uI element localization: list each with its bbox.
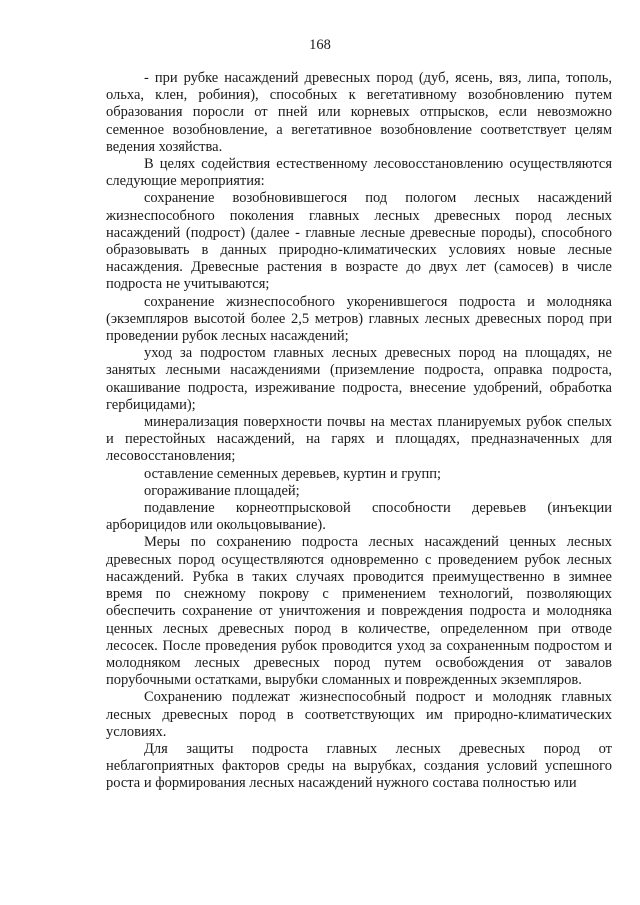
paragraph-soil-mineralization: минерализация поверхности почвы на местах планируемых рубок спелых и перестойных насаждений, на гарях и площадях, предназначенных для лесовосстановления;	[106, 414, 612, 465]
paragraph-fencing: огораживание площадей;	[144, 482, 300, 499]
paragraph-valuable-species: Меры по сохранению подроста лесных насаждений ценных лесных древесных пород осуществляются одновременно с проведением рубок лесных насаждений. Рубка в таких случаях проводится преимущественно в зимнее время по снежному покрову с применением технологий, позволяющих обеспечить сохранение от уничтожения и повреждения подроста и молодняка ценных лесных древесных пород в количестве, определенном при отводе лесосек. После проведения рубок проводится уход за сохраненным подростом и молодняком лесных древесных пород путем освобождения от завалов порубочными остатками, вырубки сломанных и поврежденных экземпляров.	[106, 534, 612, 689]
paragraph-measures-intro: В целях содействия естественному лесовосстановлению осуществляются следующие мероприятия:	[106, 156, 612, 190]
paragraph-preserve-undergrowth: сохранение возобновившегося под пологом лесных насаждений жизнеспособного поколения главных лесных древесных пород лесных насаждений (подрост) (далее - главные лесные древесные породы), способного образовывать в данных природно-климатических условиях новые лесные насаждения. Древесные растения в возрасте до двух лет (самосев) в числе подроста не учитываются;	[106, 190, 612, 293]
paragraph-undergrowth-care: уход за подростом главных лесных древесных пород на площадях, не занятых лесными насаждениями (приземление подроста, оправка подроста, окашивание подроста, изреживание подроста, внесение удобрений, обработка гербицидами);	[106, 345, 612, 413]
page-number: 168	[309, 37, 331, 53]
paragraph-preservation-subject: Сохранению подлежат жизнеспособный подрост и молодняк главных лесных древесных пород в соответствующих им природно-климатических условиях.	[106, 689, 612, 740]
paragraph-seed-trees: оставление семенных деревьев, куртин и групп;	[144, 465, 442, 482]
paragraph-fellings-vegetative: - при рубке насаждений древесных пород (дуб, ясень, вяз, липа, тополь, ольха, клен, робиния), способных к вегетативному возобновлению путем образования поросли от пней или корневых отпрысков, если невозможно семенное возобновление, а вегетативное возобновление соответствует целям ведения хозяйства.	[106, 70, 612, 155]
paragraph-preserve-young-growth: сохранение жизнеспособного укоренившегося подроста и молодняка (экземпляров высотой более 2,5 метров) главных лесных древесных пород при проведении рубок лесных насаждений;	[106, 293, 612, 345]
body-text	[106, 70, 612, 793]
paragraph-undergrowth-protection: Для защиты подроста главных лесных древесных пород от неблагоприятных факторов среды на вырубках, создания условий успешного роста и формирования лесных насаждений нужного состава полностью или	[106, 740, 612, 792]
paragraph-root-suppression: подавление корнеотпрысковой способности деревьев (инъекции арборицидов или окольцовывание).	[106, 500, 612, 534]
